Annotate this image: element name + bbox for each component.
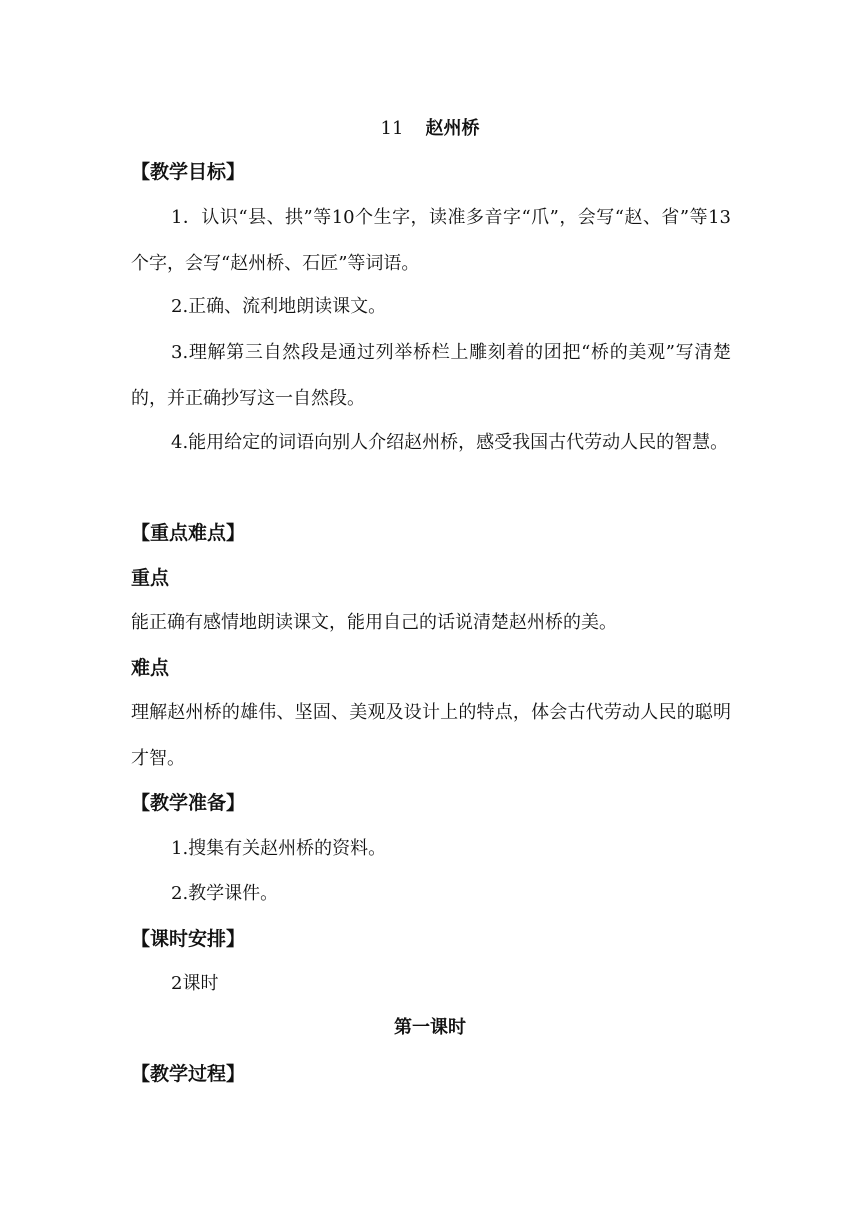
key-difficulty-heading: 【重点难点】 bbox=[131, 522, 246, 544]
difficulty-text: 理解赵州桥的雄伟、坚固、美观及设计上的特点，体会古代劳动人民的聪明才智。 bbox=[131, 702, 731, 769]
objectives-heading: 【教学目标】 bbox=[131, 161, 246, 183]
objective-item-2: 2.正确、流利地朗读课文。 bbox=[171, 296, 387, 317]
preparation-heading: 【教学准备】 bbox=[131, 792, 246, 814]
lesson-name: 赵州桥 bbox=[425, 118, 480, 139]
schedule-text: 2课时 bbox=[171, 973, 219, 994]
key-point-text: 能正确有感情地朗读课文，能用自己的话说清楚赵州桥的美。 bbox=[131, 612, 617, 633]
process-heading: 【教学过程】 bbox=[131, 1063, 246, 1085]
lesson-title bbox=[0, 114, 860, 140]
period-title: 第一课时 bbox=[394, 1017, 466, 1038]
lesson-number: 11 bbox=[380, 118, 404, 139]
key-point-label: 重点 bbox=[131, 567, 170, 589]
objective-item-3: 3.理解第三自然段是通过列举桥栏上雕刻着的团把“桥的美观”写清楚的，并正确抄写这一自然段。 bbox=[131, 342, 731, 409]
preparation-item-2: 2.教学课件。 bbox=[171, 883, 279, 904]
objective-item-1: 1．认识“县、拱”等10个生字，读准多音字“爪”，会写“赵、省”等13个字，会写“赵州桥、石匠”等词语。 bbox=[131, 207, 731, 274]
schedule-heading: 【课时安排】 bbox=[131, 928, 246, 950]
preparation-item-1: 1.搜集有关赵州桥的资料。 bbox=[171, 838, 387, 859]
difficulty-label: 难点 bbox=[131, 657, 170, 679]
objective-item-4: 4.能用给定的词语向别人介绍赵州桥，感受我国古代劳动人民的智慧。 bbox=[171, 432, 729, 453]
